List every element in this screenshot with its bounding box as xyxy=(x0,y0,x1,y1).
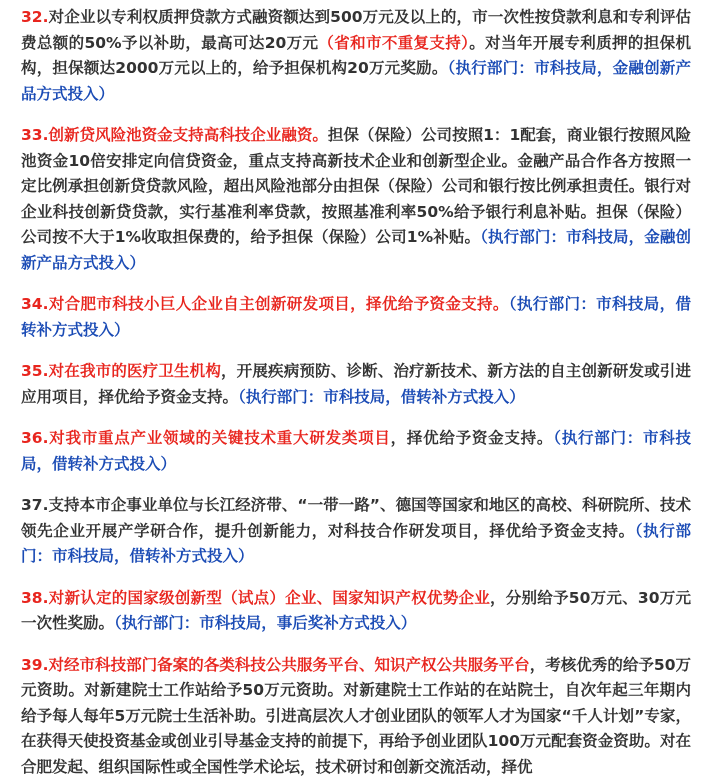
highlight-text: 38.对新认定的国家级创新型（试点）企业、国家知识产权优势企业 xyxy=(21,588,490,607)
article-32 xyxy=(21,5,691,107)
article-37 xyxy=(21,493,691,570)
body-text: ，择优给予资金支持。 xyxy=(390,429,554,447)
article-35 xyxy=(21,359,691,410)
article-33 xyxy=(21,123,691,276)
article-36 xyxy=(21,426,691,477)
highlight-text: 36.对我市重点产业领域的关键技术重大研发类项目 xyxy=(21,429,391,447)
body-text: 担保（保险）公司按照1：1配套，商业银行按照风险池资金10倍安排定向信贷资金，重点支持高新技术企业和创新型企业。金融产品合作各方按照一定比例承担创新贷贷款风险，超出风险池部分由担保（保险）公司和银行按比例承担责任。银行对企业科技创新贷贷款，实行基准利率贷款，按照基准利率50%给予银行利息补贴。担保（保险）公司按不大于1%收取担保费的，给予担保（保险）公司1%补贴。 xyxy=(21,126,691,246)
body-text: 对企业以专利权质押贷款方式融资额达到500万元及以上的，市一次性按贷款利息和专利评估费总额的50%予以补助，最高可达20万元 xyxy=(21,8,691,52)
department-note: （执行部门：市科技局，借转补方式投入） xyxy=(238,387,525,406)
highlight-text: （省和市不重复支持） xyxy=(318,33,470,52)
department-note: （执行部门：市科技局，金融创新产品方式投入） xyxy=(21,59,691,103)
body-text: ，分别给予50万元、30万元一次性奖励。 xyxy=(21,588,691,632)
highlight-text: 32. xyxy=(21,8,49,26)
body-text: ，开展疾病预防、诊断、治疗新技术、新方法的自主创新研发或引进应用项目，择优给予资金支持。 xyxy=(21,362,691,406)
highlight-text: 33.创新贷风险池资金支持高科技企业融资。 xyxy=(21,126,328,144)
department-note: （执行部门：市科技局，借转补方式投入） xyxy=(21,295,691,339)
body-text: ，考核优秀的给予50万元资助。对新建院士工作站给予50万元资助。对新建院士工作站的在站院士，自次年起三年期内给予每人每年5万元院士生活补助。引进高层次人才创业团队的领军人才为国家“千人计划”专家，在获得天使投资基金或创业引导基金支持的前提下，再给予创业团队100万元配套资金资助。对在合肥发起、组织国际性或全国性学术论坛，技术研讨和创新交流活动，择优 xyxy=(21,655,691,776)
article-38 xyxy=(21,586,691,637)
department-note: （执行部门：市科技局，借转补方式投入） xyxy=(21,429,691,473)
body-text: 37.支持本市企事业单位与长江经济带、“一带一路”、德国等国家和地区的高校、科研院所、技术领先企业开展产学研合作，提升创新能力，对科技合作研发项目，择优给予资金支持。 xyxy=(21,496,691,540)
body-text: 。对当年开展专利质押的担保机构，担保额达2000万元以上的，给予担保机构20万元奖励。 xyxy=(21,33,691,77)
article-39 xyxy=(21,653,691,781)
highlight-text: 35.对在我市的医疗卫生机构 xyxy=(21,362,222,380)
article-34 xyxy=(21,292,691,343)
highlight-text: 39.对经市科技部门备案的各类科技公共服务平台、知识产权公共服务平台 xyxy=(21,655,530,674)
department-note: （执行部门：市科技局，事后奖补方式投入） xyxy=(114,614,417,632)
highlight-text: 34.对合肥市科技小巨人企业自主创新研发项目，择优给予资金支持。 xyxy=(21,295,509,313)
department-note: （执行部门：市科技局，金融创新产品方式投入） xyxy=(21,228,691,272)
department-note: （执行部门：市科技局，借转补方式投入） xyxy=(21,521,691,565)
